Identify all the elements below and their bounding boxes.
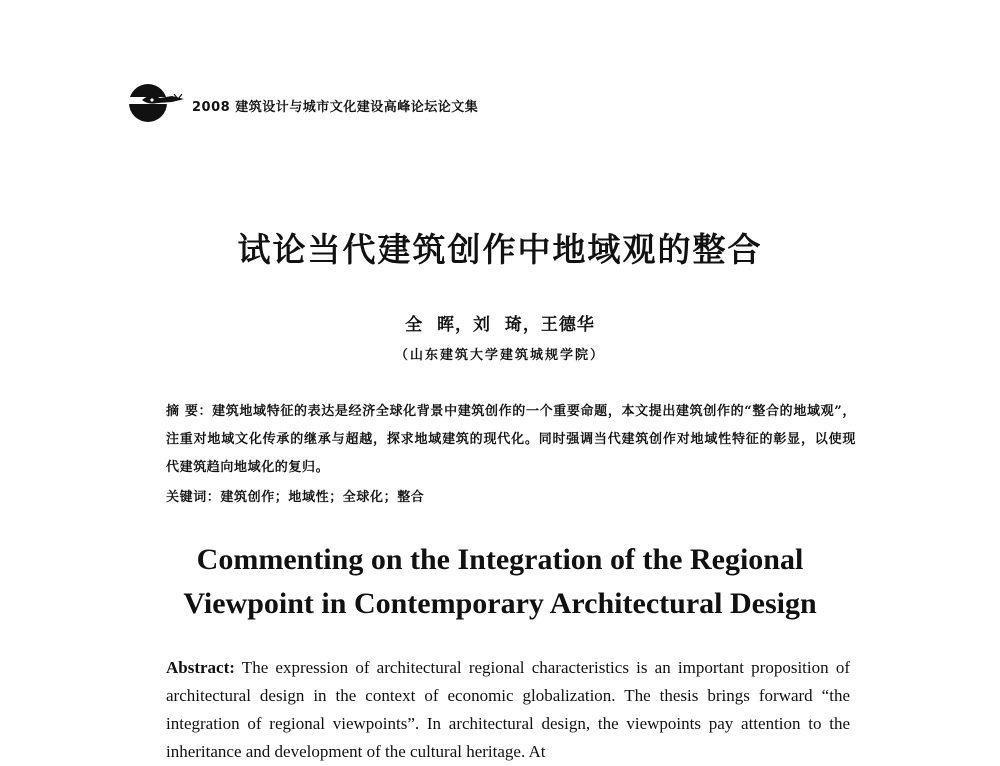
chinese-abstract-label: 摘 要：: [166, 404, 213, 419]
chinese-keywords: [166, 484, 856, 512]
chinese-abstract-text: 建筑地域特征的表达是经济全球化背景中建筑创作的一个重要命题，本文提出建筑创作的“整合的地域观”，注重对地域文化传承的继承与超越，探求地域建筑的现代化。同时强调当代建筑创作对地域性特征的彰显，以使现代建筑趋向地域化的复归。: [166, 404, 856, 475]
english-abstract-text: The expression of architectural regional characteristics is an important proposition of architectural design in the context of economic globalization. The thesis brings forward “the integration of regional viewpoints”. In architectural design, the viewpoints pay attention to the inheritance and development of the cultural heritage. At: [166, 658, 850, 761]
chinese-keywords-text: 建筑创作；地域性；全球化；整合: [220, 490, 425, 505]
chinese-title: 试论当代建筑创作中地域观的整合: [237, 230, 763, 269]
english-abstract: [166, 654, 850, 766]
english-title-line-2: Viewpoint in Contemporary Architectural Design: [183, 587, 817, 620]
english-title-line-1: Commenting on the Integration of the Regional: [196, 543, 804, 576]
conference-logo-icon: [128, 80, 188, 126]
chinese-abstract: [166, 398, 856, 482]
english-abstract-label: Abstract:: [166, 658, 235, 677]
english-title: [0, 538, 1000, 626]
authors: 全 晖，刘 琦，王德华: [405, 315, 595, 335]
affiliation: （山东建筑大学建筑城规学院）: [394, 348, 605, 363]
running-head: 2008 建筑设计与城市文化建设高峰论坛论文集: [192, 99, 479, 115]
chinese-keywords-label: 关键词：: [166, 490, 221, 505]
page-header: [128, 80, 478, 126]
